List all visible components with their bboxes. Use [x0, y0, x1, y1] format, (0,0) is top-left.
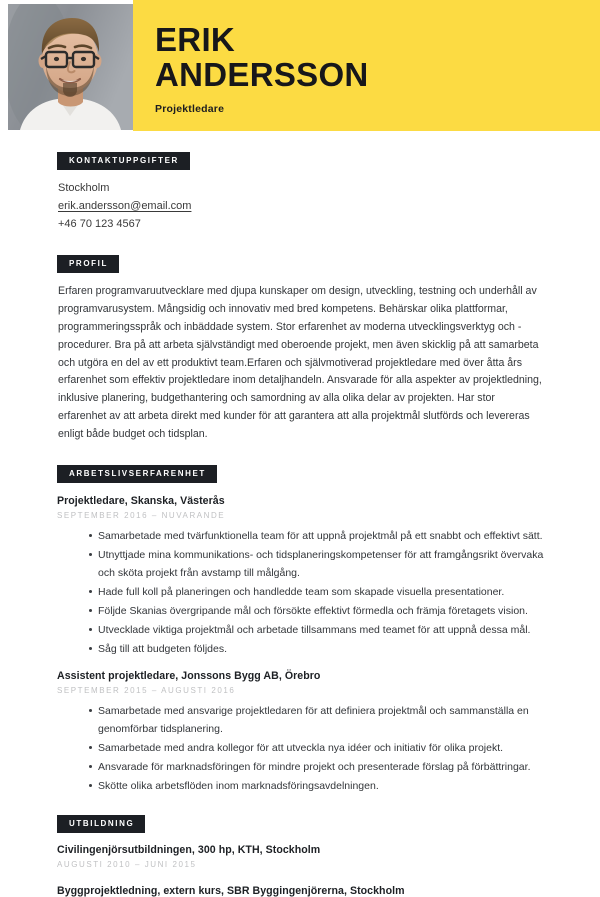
section-contact [0, 150, 600, 233]
experience-date: SEPTEMBER 2016 – NUVARANDE [57, 510, 226, 520]
list-item: Samarbetade med tvärfunktionella team för att uppnå projektmål på ett snabbt och effektivt sätt. [89, 527, 544, 545]
list-item: Såg till att budgeten följdes. [89, 640, 544, 658]
section-badge-experience: ARBETSLIVSERFARENHET [57, 465, 217, 483]
contact-city: Stockholm [58, 182, 110, 194]
section-badge-education: UTBILDNING [57, 815, 145, 833]
experience-title: Assistent projektledare, Jonssons Bygg AB, Örebro [57, 669, 321, 682]
resume-header [0, 0, 600, 131]
section-experience [0, 463, 600, 796]
section-badge-profile: PROFIL [57, 255, 119, 273]
experience-entry [57, 495, 544, 658]
experience-title: Projektledare, Skanska, Västerås [57, 494, 225, 507]
list-item: Samarbetade med andra kollegor för att utveckla nya idéer och initiativ för olika projekt. [89, 739, 544, 757]
spacer-contact [0, 233, 600, 253]
section-education [0, 813, 600, 897]
contact-details [58, 180, 544, 233]
education-title: Civilingenjörsutbildningen, 300 hp, KTH, Stockholm [57, 844, 321, 857]
experience-bullets [57, 702, 544, 795]
list-item: Följde Skanias övergripande mål och försökte effektivt förmedla och främja företagets vision. [89, 602, 544, 620]
spacer-profile [0, 444, 600, 463]
education-date: AUGUSTI 2010 – JUNI 2015 [57, 860, 197, 870]
list-item: Samarbetade med ansvarige projektledaren för att definiera projektmål och sammanställa en genomförbar tidsplanering. [89, 702, 544, 738]
header-identity [155, 22, 590, 115]
experience-date: SEPTEMBER 2015 – AUGUSTI 2016 [57, 685, 236, 695]
list-item: Utvecklade viktiga projektmål och arbetade tillsammans med teamet för att uppnå dessa mål. [89, 621, 544, 639]
experience-bullets [57, 527, 544, 658]
job-title: Projektledare [155, 102, 225, 115]
section-badge-contact: KONTAKTUPPGIFTER [57, 152, 190, 170]
avatar [8, 4, 133, 130]
resume-body [0, 131, 600, 897]
experience-entry [57, 670, 544, 795]
education-entry [57, 885, 544, 897]
contact-email[interactable]: erik.andersson@email.com [58, 199, 192, 212]
education-title: Byggprojektledning, extern kurs, SBR Byggingenjörerna, Stockholm [57, 885, 405, 897]
spacer-experience [0, 796, 600, 813]
list-item: Utnyttjade mina kommunikations- och tidsplaneringskompetenser för att framgångsrikt övervaka och sköta projekt från avstamp till målgång. [89, 546, 544, 582]
list-item: Ansvarade för marknadsföringen för mindre projekt och presenterade förslag på förbättringar. [89, 758, 544, 776]
list-item: Skötte olika arbetsflöden inom marknadsföringsavdelningen. [89, 777, 544, 795]
first-name: ERIK [155, 21, 236, 58]
portrait-photo-icon [8, 4, 133, 130]
section-profile [0, 253, 600, 443]
profile-summary: Erfaren programvaruutvecklare med djupa kunskaper om design, utveckling, testning och underhåll av programvarusystem. Mångsidig och innovativ med bred kompetens. Behärskar olika plattformar, programmeringsspråk och inbäddade system. Stor erfarenhet av moderna utvecklingsverktyg och -procedurer. Bra på att arbeta självständigt med oberoende projekt, men även skicklig på att samarbeta och utgöra en del av ett produktivt team.Erfaren och självmotiverad projektledare med över åtta års erfarenhet som effektiv projektledare inom detaljhandeln. Ansvarade för alla aspekter av projektledning, inklusive planering, budgethantering och samordning av alla olika delar av projekten. Har stor erfarenhet av att arbeta direkt med kunder för att garantera att alla projektmål slutförds och levereras enligt både budget och tidsplan. [58, 285, 542, 440]
contact-phone: +46 70 123 4567 [58, 217, 141, 230]
list-item: Hade full koll på planeringen och handledde team som skapade visuella presentationer. [89, 583, 544, 601]
last-name: ANDERSSON [155, 56, 369, 94]
